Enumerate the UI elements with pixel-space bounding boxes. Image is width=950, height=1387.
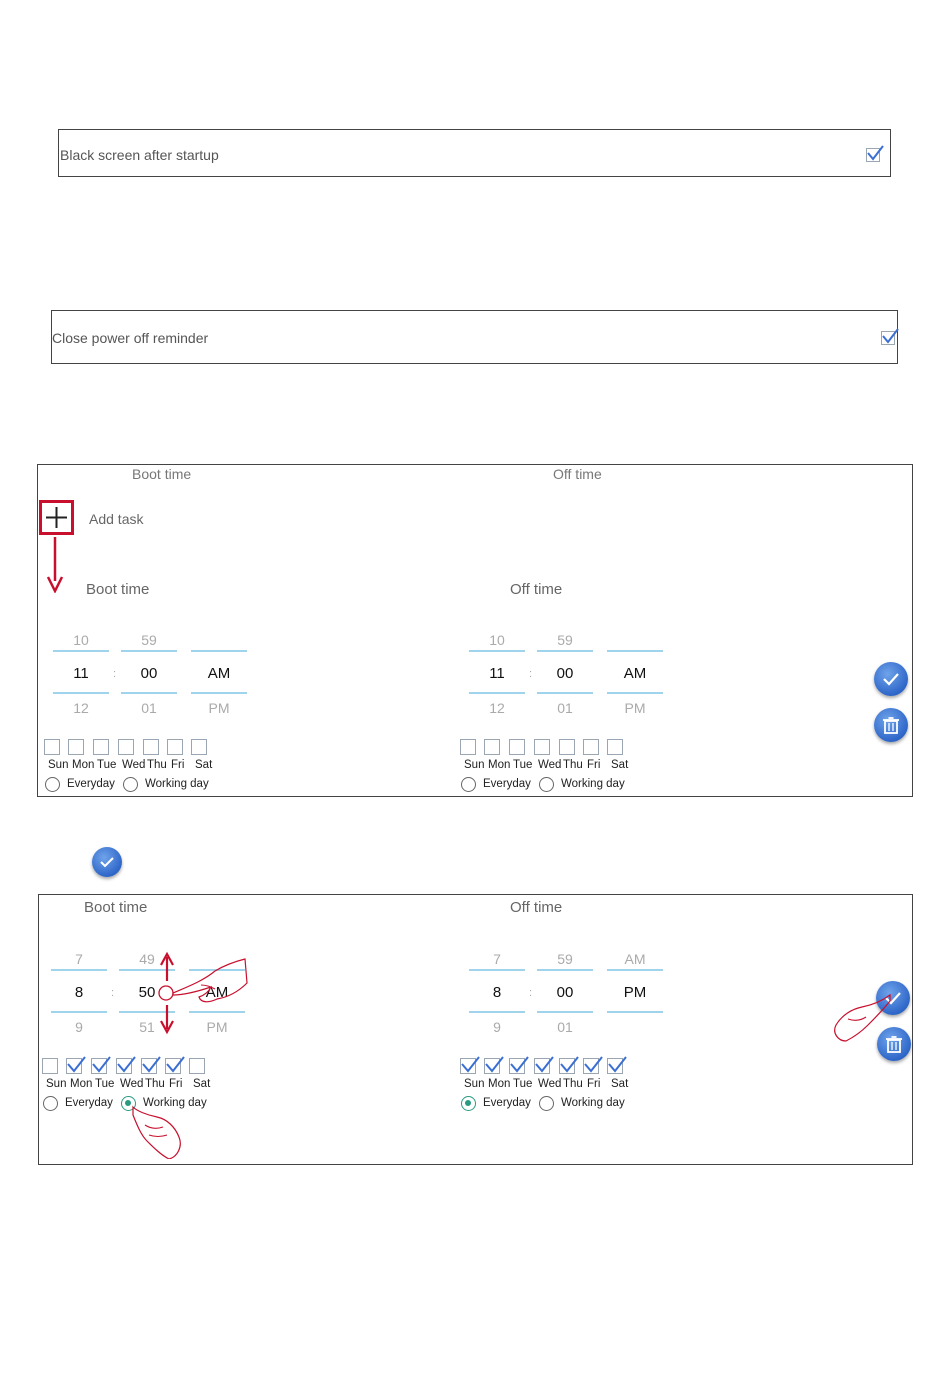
ampm-wheel[interactable]: PM bbox=[623, 984, 647, 1001]
minute-wheel[interactable]: 00 bbox=[140, 665, 158, 682]
ampm-line-top bbox=[607, 650, 663, 652]
black-screen-checkbox[interactable] bbox=[866, 148, 880, 162]
day-checkbox-tue[interactable] bbox=[93, 739, 109, 755]
check-icon bbox=[534, 1054, 554, 1074]
day-checkbox-fri[interactable] bbox=[165, 1058, 181, 1074]
check-icon bbox=[66, 1054, 86, 1074]
day-label-fri: Fri bbox=[587, 759, 601, 771]
working-day-label: Working day bbox=[143, 1097, 207, 1109]
day-checkbox-fri[interactable] bbox=[583, 1058, 599, 1074]
black-screen-setting bbox=[58, 129, 891, 177]
off-time-picker bbox=[454, 465, 874, 798]
check-icon bbox=[559, 1054, 579, 1074]
day-label-tue: Tue bbox=[513, 1078, 533, 1090]
day-label-thu: Thu bbox=[145, 1078, 165, 1090]
hour-wheel[interactable]: 8 bbox=[492, 984, 502, 1001]
delete-button[interactable] bbox=[874, 708, 908, 742]
ampm-line-bottom bbox=[607, 692, 663, 694]
ampm-line-bottom bbox=[607, 1011, 663, 1013]
day-label-mon: Mon bbox=[70, 1078, 93, 1090]
ampm-wheel[interactable]: AM bbox=[623, 665, 647, 682]
day-label-sun: Sun bbox=[46, 1078, 67, 1090]
minute-wheel[interactable]: 00 bbox=[556, 984, 574, 1001]
check-icon bbox=[460, 1054, 480, 1074]
everyday-label: Everyday bbox=[483, 778, 531, 790]
hour-line-top bbox=[51, 969, 107, 971]
working-day-radio[interactable] bbox=[123, 777, 138, 792]
boot-time-picker bbox=[38, 465, 458, 798]
check-icon bbox=[141, 1054, 161, 1074]
ampm-prev-value: AM bbox=[624, 951, 646, 967]
hour-next-value: 9 bbox=[493, 1019, 501, 1035]
close-reminder-setting bbox=[51, 310, 898, 364]
day-label-sun: Sun bbox=[464, 1078, 485, 1090]
hand-pointer-icon bbox=[155, 957, 250, 1009]
hour-wheel[interactable]: 11 bbox=[489, 665, 505, 682]
minute-line-bottom bbox=[537, 692, 593, 694]
check-icon bbox=[116, 1054, 136, 1074]
hour-wheel[interactable]: 11 bbox=[73, 665, 89, 682]
hour-next-value: 9 bbox=[75, 1019, 83, 1035]
day-checkbox-sat[interactable] bbox=[607, 739, 623, 755]
working-day-label: Working day bbox=[145, 778, 209, 790]
ampm-line-bottom bbox=[189, 1011, 245, 1013]
day-checkbox-tue[interactable] bbox=[509, 1058, 525, 1074]
day-label-tue: Tue bbox=[97, 759, 117, 771]
ampm-next-value: PM bbox=[208, 700, 230, 716]
add-task-label: Add task bbox=[89, 511, 144, 527]
day-checkbox-wed[interactable] bbox=[534, 739, 550, 755]
ampm-line-bottom bbox=[191, 692, 247, 694]
everyday-radio[interactable] bbox=[45, 777, 60, 792]
day-checkbox-thu[interactable] bbox=[559, 739, 575, 755]
day-checkbox-thu[interactable] bbox=[143, 739, 159, 755]
day-label-sat: Sat bbox=[611, 1078, 629, 1090]
hour-next-value: 12 bbox=[73, 700, 89, 716]
check-icon bbox=[165, 1054, 185, 1074]
minute-next-value: 01 bbox=[557, 1019, 573, 1035]
working-day-label: Working day bbox=[561, 1097, 625, 1109]
everyday-label: Everyday bbox=[67, 778, 115, 790]
ampm-next-value: PM bbox=[624, 700, 646, 716]
everyday-radio[interactable] bbox=[461, 1096, 476, 1111]
working-day-radio[interactable] bbox=[539, 1096, 554, 1111]
confirm-button[interactable] bbox=[874, 662, 908, 696]
everyday-radio[interactable] bbox=[43, 1096, 58, 1111]
day-checkbox-sat[interactable] bbox=[607, 1058, 623, 1074]
day-checkbox-fri[interactable] bbox=[583, 739, 599, 755]
hour-prev-value: 7 bbox=[493, 951, 501, 967]
time-colon: : bbox=[113, 668, 117, 680]
day-checkbox-thu[interactable] bbox=[141, 1058, 157, 1074]
minute-prev-value: 59 bbox=[141, 632, 157, 648]
day-label-fri: Fri bbox=[587, 1078, 601, 1090]
day-label-mon: Mon bbox=[488, 1078, 511, 1090]
edit-task-panel bbox=[38, 894, 913, 1165]
day-label-fri: Fri bbox=[171, 759, 185, 771]
ampm-line-top bbox=[191, 650, 247, 652]
ampm-wheel[interactable]: AM bbox=[207, 665, 231, 682]
hour-prev-value: 7 bbox=[75, 951, 83, 967]
minute-line-top bbox=[537, 650, 593, 652]
day-label-sun: Sun bbox=[48, 759, 69, 771]
day-checkbox-fri[interactable] bbox=[167, 739, 183, 755]
time-colon: : bbox=[111, 987, 115, 999]
hour-line-top bbox=[469, 969, 525, 971]
day-checkbox-tue[interactable] bbox=[509, 739, 525, 755]
day-label-thu: Thu bbox=[563, 1078, 583, 1090]
check-icon bbox=[91, 1054, 111, 1074]
day-checkbox-mon[interactable] bbox=[484, 739, 500, 755]
day-checkbox-sun[interactable] bbox=[460, 739, 476, 755]
hour-line-bottom bbox=[53, 692, 109, 694]
check-icon bbox=[874, 662, 908, 696]
day-label-mon: Mon bbox=[488, 759, 511, 771]
off-time-header: Off time bbox=[553, 466, 602, 482]
hour-line-bottom bbox=[51, 1011, 107, 1013]
picker-title: Off time bbox=[510, 581, 563, 598]
ampm-next-value: PM bbox=[206, 1019, 228, 1035]
close-reminder-label: Close power off reminder bbox=[52, 330, 209, 346]
ampm-line-top bbox=[607, 969, 663, 971]
day-label-sat: Sat bbox=[611, 759, 629, 771]
minute-next-value: 01 bbox=[141, 700, 157, 716]
ampm-wheel[interactable]: AM bbox=[205, 984, 229, 1001]
everyday-radio[interactable] bbox=[461, 777, 476, 792]
day-checkbox-tue[interactable] bbox=[91, 1058, 107, 1074]
hour-wheel[interactable]: 8 bbox=[74, 984, 84, 1001]
day-checkbox-sun[interactable] bbox=[42, 1058, 58, 1074]
day-label-wed: Wed bbox=[122, 759, 146, 771]
minute-next-value: 01 bbox=[557, 700, 573, 716]
hand-pointer-icon bbox=[127, 1103, 187, 1159]
minute-prev-value: 49 bbox=[139, 951, 155, 967]
day-label-thu: Thu bbox=[563, 759, 583, 771]
picker-title: Off time bbox=[510, 899, 563, 916]
day-checkbox-sun[interactable] bbox=[460, 1058, 476, 1074]
minute-wheel[interactable]: 50 bbox=[138, 984, 156, 1001]
day-label-sun: Sun bbox=[464, 759, 485, 771]
confirm-icon-standalone bbox=[92, 847, 122, 877]
picker-title: Boot time bbox=[84, 899, 148, 916]
minute-line-bottom bbox=[121, 692, 177, 694]
day-checkbox-mon[interactable] bbox=[68, 739, 84, 755]
day-label-tue: Tue bbox=[95, 1078, 115, 1090]
minute-prev-value: 59 bbox=[557, 632, 573, 648]
day-checkbox-mon[interactable] bbox=[66, 1058, 82, 1074]
check-icon bbox=[509, 1054, 529, 1074]
everyday-label: Everyday bbox=[483, 1097, 531, 1109]
check-icon bbox=[583, 1054, 603, 1074]
hour-line-bottom bbox=[469, 692, 525, 694]
time-colon: : bbox=[529, 987, 533, 999]
working-day-label: Working day bbox=[561, 778, 625, 790]
picker-title: Boot time bbox=[86, 581, 150, 598]
working-day-radio[interactable] bbox=[539, 777, 554, 792]
minute-line-top bbox=[121, 650, 177, 652]
day-label-mon: Mon bbox=[72, 759, 95, 771]
trash-icon bbox=[874, 708, 908, 742]
check-icon bbox=[881, 327, 899, 345]
close-reminder-checkbox[interactable] bbox=[881, 331, 895, 345]
day-checkbox-wed[interactable] bbox=[534, 1058, 550, 1074]
day-label-wed: Wed bbox=[538, 1078, 562, 1090]
hour-line-top bbox=[469, 650, 525, 652]
check-icon bbox=[484, 1054, 504, 1074]
check-icon bbox=[92, 847, 122, 877]
day-checkbox-sat[interactable] bbox=[189, 1058, 205, 1074]
boot-time-header: Boot time bbox=[132, 466, 192, 482]
day-label-sat: Sat bbox=[195, 759, 213, 771]
hand-pointer-icon bbox=[832, 991, 892, 1043]
day-checkbox-wed[interactable] bbox=[118, 739, 134, 755]
hour-next-value: 12 bbox=[489, 700, 505, 716]
day-checkbox-thu[interactable] bbox=[559, 1058, 575, 1074]
hour-prev-value: 10 bbox=[73, 632, 89, 648]
day-checkbox-sun[interactable] bbox=[44, 739, 60, 755]
day-label-fri: Fri bbox=[169, 1078, 183, 1090]
hour-prev-value: 10 bbox=[489, 632, 505, 648]
black-screen-label: Black screen after startup bbox=[60, 147, 219, 163]
day-label-sat: Sat bbox=[193, 1078, 211, 1090]
day-checkbox-mon[interactable] bbox=[484, 1058, 500, 1074]
check-icon bbox=[866, 144, 884, 162]
minute-prev-value: 59 bbox=[557, 951, 573, 967]
add-task-panel bbox=[37, 464, 913, 797]
day-label-wed: Wed bbox=[120, 1078, 144, 1090]
time-colon: : bbox=[529, 668, 533, 680]
minute-line-top bbox=[537, 969, 593, 971]
day-label-wed: Wed bbox=[538, 759, 562, 771]
day-label-thu: Thu bbox=[147, 759, 167, 771]
minute-next-value: 51 bbox=[139, 1019, 155, 1035]
minute-line-bottom bbox=[537, 1011, 593, 1013]
minute-wheel[interactable]: 00 bbox=[556, 665, 574, 682]
day-checkbox-sat[interactable] bbox=[191, 739, 207, 755]
off-time-picker bbox=[457, 895, 877, 1166]
hour-line-top bbox=[53, 650, 109, 652]
day-label-tue: Tue bbox=[513, 759, 533, 771]
hour-line-bottom bbox=[469, 1011, 525, 1013]
everyday-label: Everyday bbox=[65, 1097, 113, 1109]
check-icon bbox=[607, 1054, 627, 1074]
boot-time-picker bbox=[39, 895, 459, 1166]
day-checkbox-wed[interactable] bbox=[116, 1058, 132, 1074]
